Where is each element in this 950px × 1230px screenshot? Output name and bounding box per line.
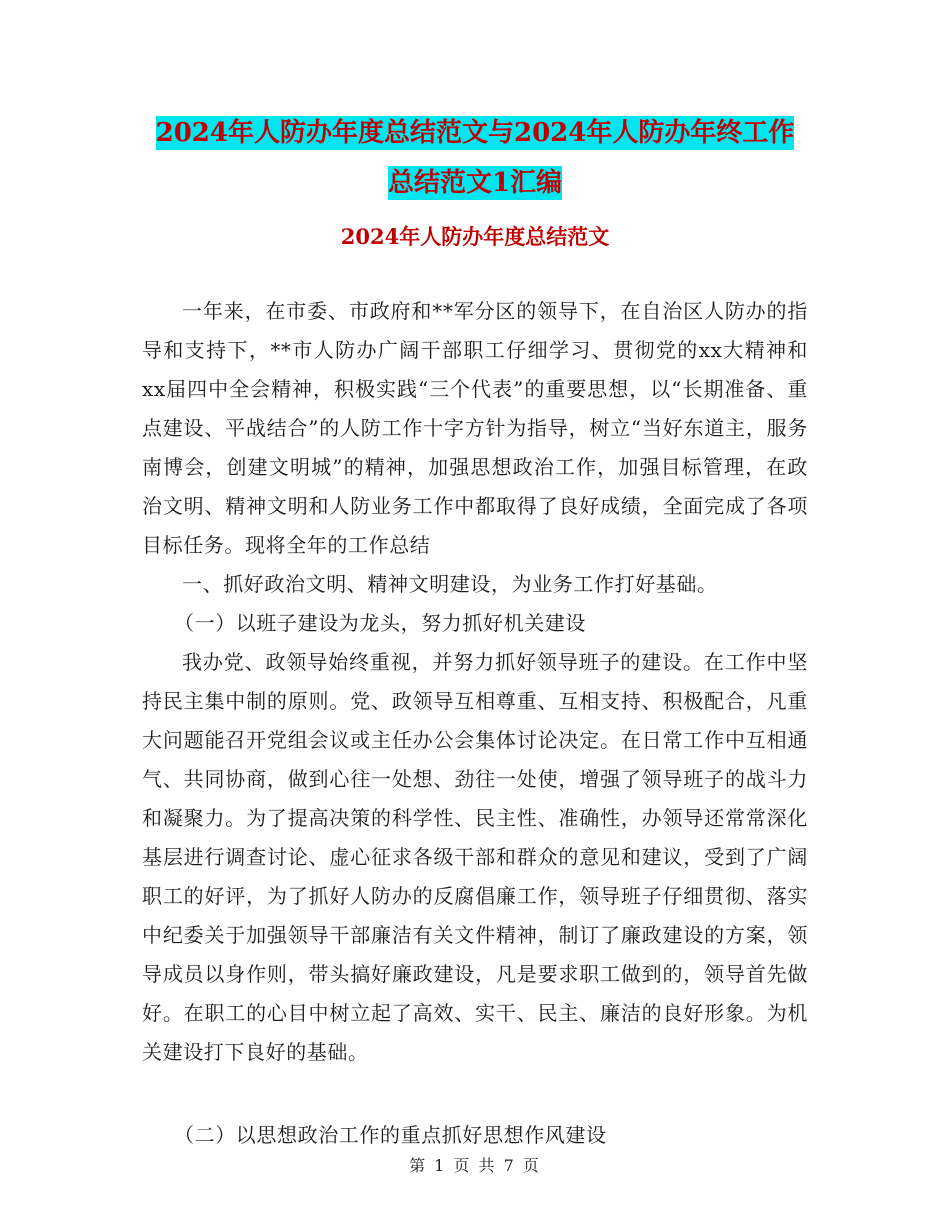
document-title-line1: 2024年人防办年度总结范文与2024年人防办年终工作 xyxy=(155,118,795,148)
section-title: 2024年人防办年度总结范文 xyxy=(340,224,610,249)
document-body xyxy=(142,292,808,1155)
paragraph-spacer xyxy=(142,1072,808,1116)
paragraph-intro: 一年来，在市委、市政府和**军分区的领导下，在自治区人防办的指导和支持下，**市人防办广阔干部职工仔细学习、贯彻党的xx大精神和xx届四中全会精神，积极实践“三个代表”的重要思想，以“长期准备、重点建设、平战结合”的人防工作十字方针为指导，树立“当好东道主，服务南博会，创建文明城”的精神，加强思想政治工作，加强目标管理，在政治文明、精神文明和人防业务工作中都取得了良好成绩，全面完成了各项目标任务。现将全年的工作总结 xyxy=(142,299,808,557)
paragraph-heading-1: 一、抓好政治文明、精神文明建设，为业务工作打好基础。 xyxy=(182,572,718,596)
paragraph-leadership: 我办党、政领导始终重视，并努力抓好领导班子的建设。在工作中坚持民主集中制的原则。党、政领导互相尊重、互相支持、积极配合，凡重大问题能召开党组会议或主任办公会集体讨论决定。在日常工作中互相通气、共同协商，做到心往一处想、劲往一处使，增强了领导班子的战斗力和凝聚力。为了提高决策的科学性、民主性、准确性，办领导还常常深化基层进行调查讨论、虚心征求各级干部和群众的意见和建议，受到了广阔职工的好评，为了抓好人防办的反腐倡廉工作，领导班子仔细贯彻、落实中纪委关于加强领导干部廉洁有关文件精神，制订了廉政建设的方案，领导成员以身作则，带头搞好廉政建设，凡是要求职工做到的，领导首先做好。在职工的心目中树立起了高效、实干、民主、廉洁的良好形象。为机关建设打下良好的基础。 xyxy=(142,650,808,1064)
document-title xyxy=(142,108,808,208)
page-footer: 第 1 页 共 7 页 xyxy=(409,1156,541,1175)
document-title-line2: 总结范文1汇编 xyxy=(387,168,563,198)
paragraph-subheading-1: （一）以班子建设为龙头，努力抓好机关建设 xyxy=(174,611,586,635)
paragraph-subheading-2: （二）以思想政治工作的重点抓好思想作风建设 xyxy=(174,1123,607,1147)
